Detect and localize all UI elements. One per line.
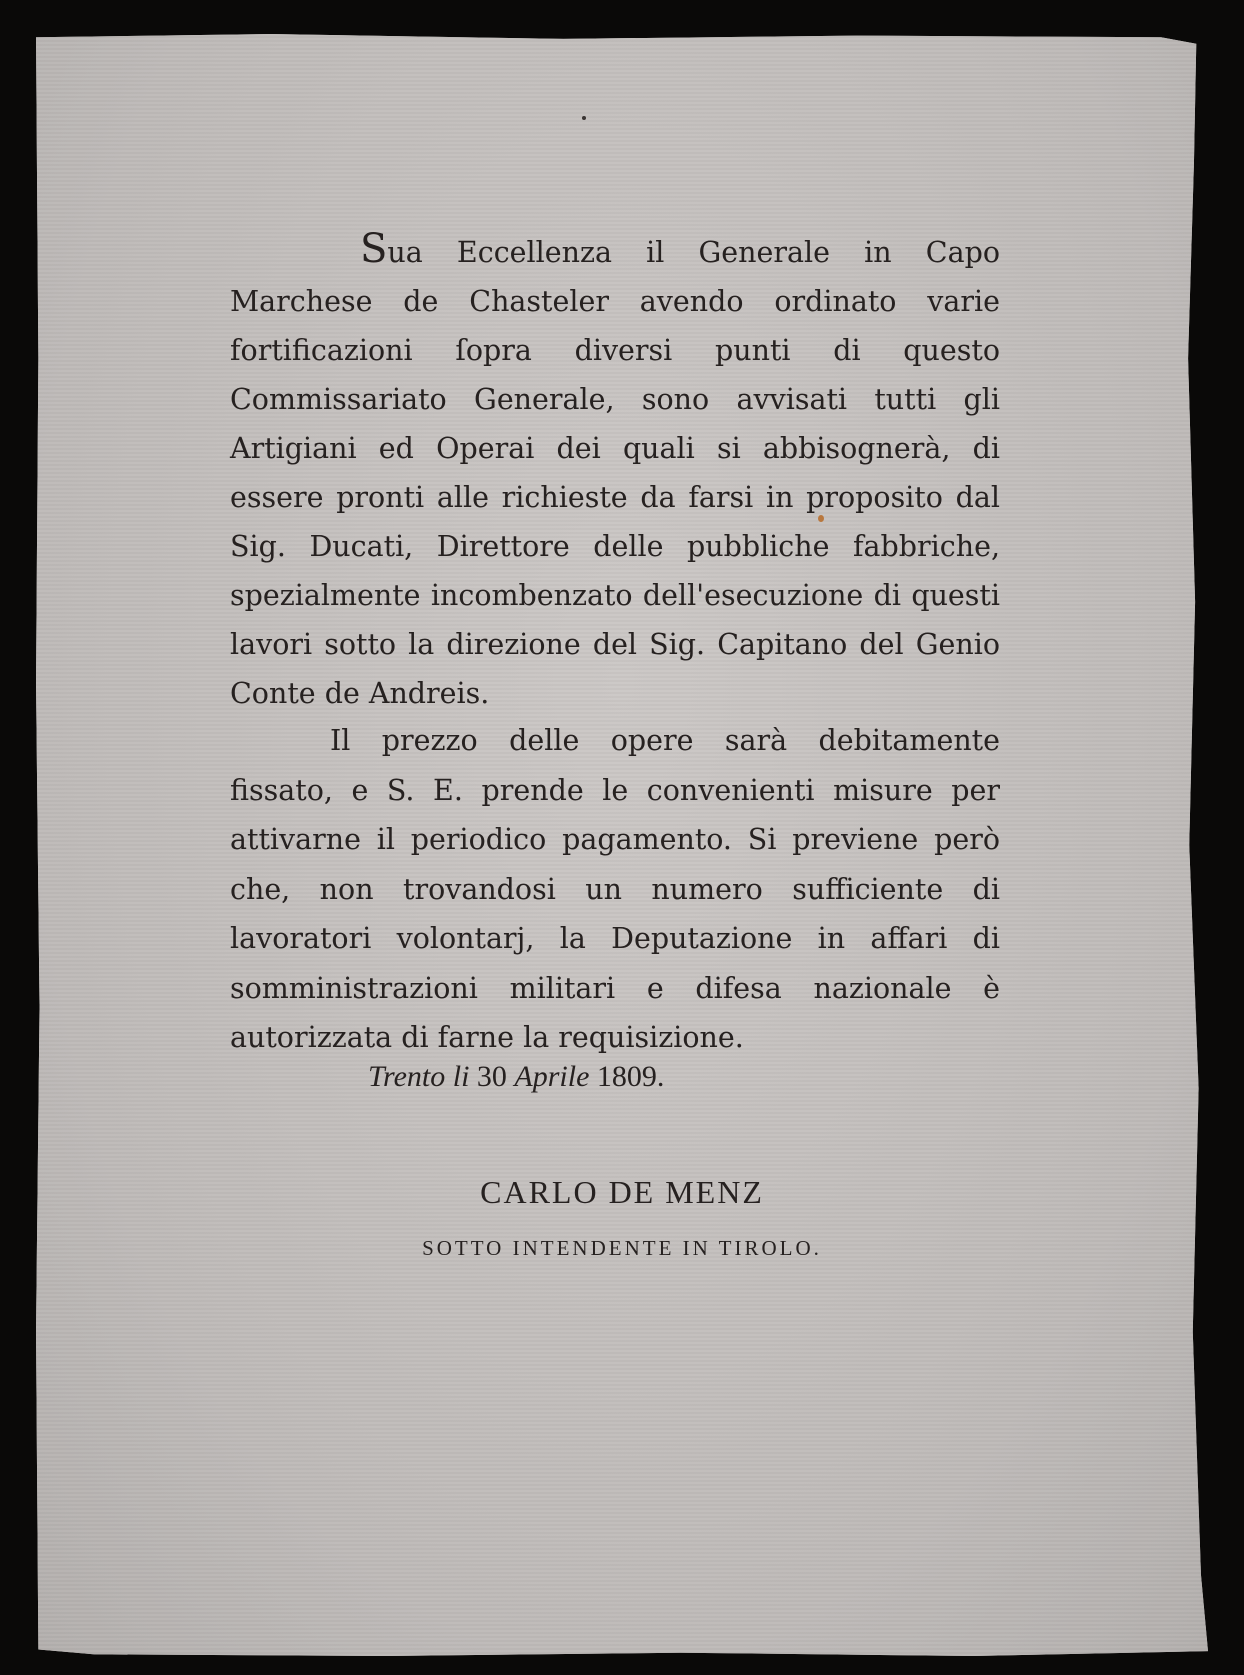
paragraph-2 xyxy=(230,716,1000,1063)
drop-cap-initial: S xyxy=(360,226,388,272)
paragraph-1-text: ua Eccellenza il Generale in Capo Marchese de Chasteler avendo ordinato varie fortificazioni ſopra diversi punti di questo Commissariato Generale, sono avvisati tutti gli Artigiani ed Operai dei quali si abbisognerà, di essere pronti alle richieste da farsi in proposito dal Sig. Ducati, Direttore delle pubbliche fabbriche, spezialmente incombenzato dell'esecuzione di questi lavori sotto la direzione del Sig. Capitano del Genio Conte de Andreis. xyxy=(230,236,1000,710)
dateline-day: 30 xyxy=(476,1060,507,1093)
dateline-year: 1809. xyxy=(596,1060,665,1093)
signature-title: SOTTO INTENDENTE IN TIROLO. xyxy=(422,1236,822,1260)
paragraph-1 xyxy=(230,228,1000,718)
signature-name: CARLO DE MENZ xyxy=(480,1174,764,1210)
dateline-month: Aprile xyxy=(514,1060,590,1093)
ink-speck xyxy=(582,116,586,120)
dateline-place: Trento li xyxy=(368,1060,470,1093)
paragraph-2-text: Il prezzo delle opere sarà debitamente fissato, e S. E. prende le convenienti misure per attivarne il periodico pagamento. Si previene però che, non trovandosi un numero sufficiente di lavoratori volontarj, la Deputazione in affari di somministrazioni militari e difesa nazionale è autorizzata di farne la requisizione. xyxy=(230,724,1000,1054)
dateline xyxy=(368,1060,664,1094)
